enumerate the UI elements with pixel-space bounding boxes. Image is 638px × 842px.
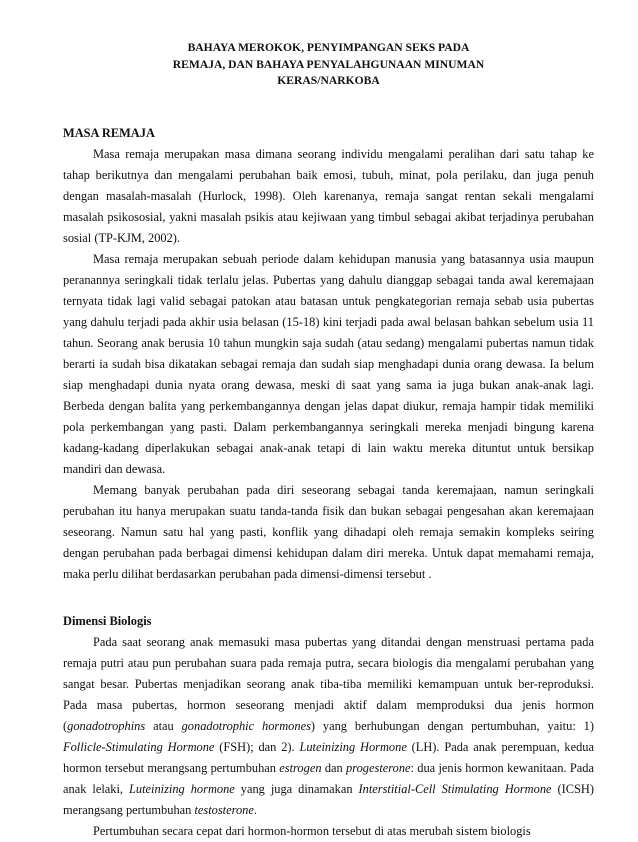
- italic-term: Luteinizing Hormone: [299, 739, 407, 754]
- text-run: : dua jenis hormon kewanitaan. Pada anak lelaki,: [63, 760, 594, 796]
- text-run: (FSH); dan 2).: [214, 739, 300, 754]
- italic-term: progesterone: [346, 760, 411, 775]
- title-line-2: REMAJA, DAN BAHAYA PENYALAHGUNAAN MINUMAN: [172, 57, 485, 71]
- document-title: [63, 40, 594, 90]
- paragraph: Masa remaja merupakan sebuah periode dalam kehidupan manusia yang batasannya usia maupun peranannya seringkali tidak terlalu jelas. Pubertas yang dahulu dianggap sebagai tanda awal keremajaan ternyata tidak lagi valid sebagai patokan atau batasan untuk pengkategorian remaja sebab usia pubertas yang dahulu terjadi pada akhir usia belasan (15-18) kini terjadi pada awal belasan bahkan sebelum usia 11 tahun. Seorang anak berusia 10 tahun mungkin saja sudah (atau sedang) mengalami pubertas namun tidak berarti ia sudah bisa dikatakan sebagai remaja dan sudah siap menghadapi dunia orang dewasa. Ia belum siap menghadapi dunia nyata orang dewasa, meski di saat yang sama ia juga bukan anak-anak lagi. Berbeda dengan balita yang perkembangannya dengan jelas dapat diukur, remaja hampir tidak memiliki pola perkembangan yang pasti. Dalam perkembangannya seringkali mereka menjadi bingung karena kadang-kadang diperlakukan sebagai anak-anak tetapi di lain waktu mereka dituntut untuk bersikap mandiri dan dewasa.: [63, 251, 594, 476]
- italic-term: estrogen: [279, 760, 322, 775]
- text-run: dan: [321, 760, 347, 775]
- italic-term: gonadotrophins: [67, 718, 146, 733]
- section-heading-masa-remaja: MASA REMAJA: [63, 125, 155, 140]
- text-run: Pada saat seorang anak memasuki masa pubertas yang ditandai dengan menstruasi pertama pada remaja putri atau pun perubahan suara pada remaja putra, secara biologis dia mengalami perubahan yang sangat besar. Pubertas menjadikan seorang anak tiba-tiba memiliki kemampuan untuk ber-reproduksi. Pada masa pubertas, hormon seseorang menjadi aktif dalam memproduksi dua jenis hormon (: [63, 634, 594, 733]
- paragraph: [63, 632, 594, 821]
- paragraph: Memang banyak perubahan pada diri seseorang sebagai tanda keremajaan, namun seringkali perubahan itu hanya merupakan suatu tanda-tanda fisik dan bukan sebagai pengesahan akan keremajaan seseorang. Namun satu hal yang pasti, konflik yang dihadapi oleh remaja semakin kompleks seiring dengan perubahan pada berbagai dimensi kehidupan dalam diri mereka. Untuk dapat memahami remaja, maka perlu dilihat berdasarkan perubahan pada dimensi-dimensi tersebut .: [63, 482, 594, 581]
- text-run: atau: [145, 718, 182, 733]
- italic-term: testosterone: [194, 802, 254, 817]
- section-heading-dimensi-biologis: Dimensi Biologis: [63, 613, 152, 628]
- italic-term: Interstitial-Cell Stimulating Hormone: [358, 781, 552, 796]
- text-run: ) yang berhubungan dengan pertumbuhan, yaitu: 1): [310, 718, 594, 733]
- italic-term: Follicle-Stimulating Hormone: [63, 739, 215, 754]
- italic-term: gonadotrophic hormones: [181, 718, 311, 733]
- italic-term: Luteinizing hormone: [128, 781, 235, 796]
- text-run: (ICSH) merangsang pertumbuhan: [63, 781, 594, 817]
- title-line-3: KERAS/NARKOBA: [277, 74, 380, 88]
- text-run: (LH). Pada anak perempuan, kedua hormon tersebut merangsang pertumbuhan: [63, 739, 594, 775]
- paragraph: Masa remaja merupakan masa dimana seorang individu mengalami peralihan dari satu tahap ke tahap berikutnya dan mengalami perubahan baik emosi, tubuh, minat, pola perilaku, dan juga penuh dengan masalah-masalah (Hurlock, 1998). Oleh karenanya, remaja sangat rentan sekali mengalami masalah psikososial, yakni masalah psikis atau kejiwaan yang timbul sebagai akibat terjadinya perubahan sosial (TP-KJM, 2002).: [63, 146, 594, 245]
- text-run: .: [253, 802, 257, 817]
- title-line-1: BAHAYA MEROKOK, PENYIMPANGAN SEKS PADA: [187, 41, 470, 54]
- paragraph: Pertumbuhan secara cepat dari hormon-hormon tersebut di atas merubah sistem biologis: [93, 823, 531, 838]
- text-run: yang juga dinamakan: [234, 781, 359, 796]
